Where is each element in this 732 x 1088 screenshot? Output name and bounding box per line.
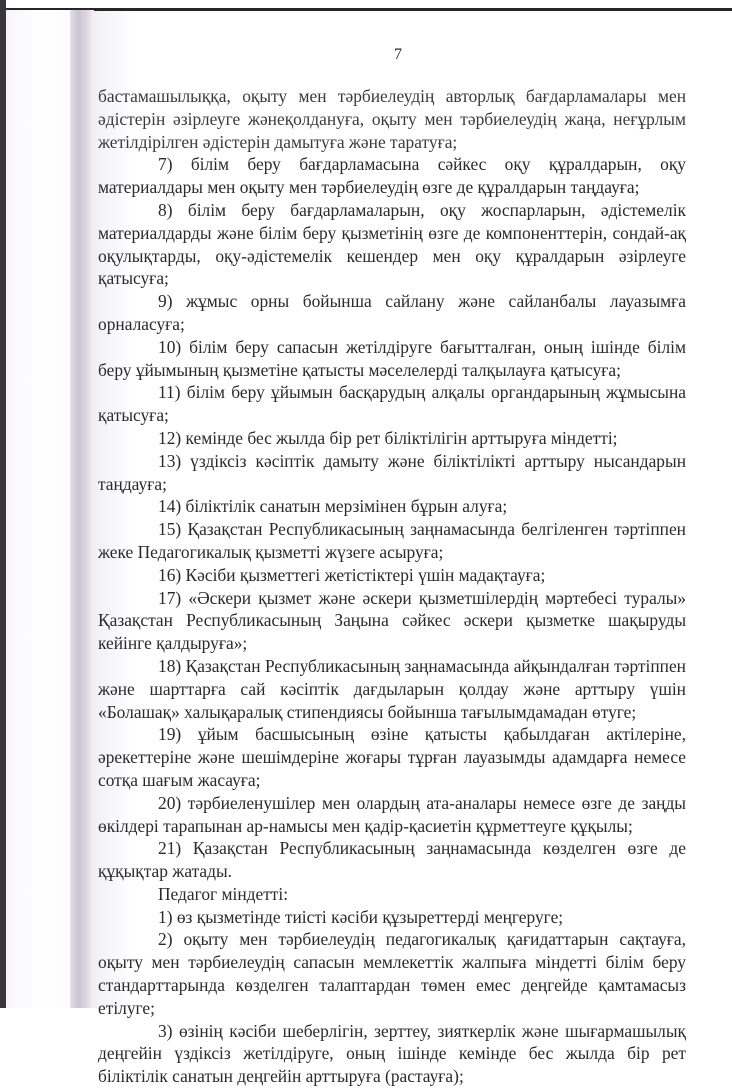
list-item-17: 17) «Әскери қызмет және әскери қызметшілердің мәртебесі туралы» Қазақстан Республикасының Заңына сәйкес әскери қызметке шақыруды кейінге қалдыруға»; xyxy=(98,587,686,654)
page-number: 7 xyxy=(394,46,402,63)
binding-shadow xyxy=(70,10,94,1008)
section-heading-duties: Педагог міндетті: xyxy=(158,883,289,904)
document-body xyxy=(98,85,686,1088)
paragraph-continuation: бастамашылыққа, оқыту мен тәрбиелеудің авторлық бағдарламалары мен әдістерін әзірлеуге жәнеқолдануға, оқыту мен тәрбиелеудің жаңа, неғұрлым жетілдірілген әдістерін дамытуға және таратуға; xyxy=(98,86,686,152)
duty-item-1: 1) өз қызметінде тиісті кәсіби құзыреттерді меңгеруге; xyxy=(158,906,564,927)
list-item-15: 15) Қазақстан Республикасының заңнамасында белгіленген тәртіппен жеке Педагогикалық қызметті жүзеге асыруға; xyxy=(98,519,686,562)
list-item-21: 21) Қазақстан Республикасының заңнамасында көзделген өзге де құқықтар жатады. xyxy=(98,838,686,882)
list-item-12: 12) кемінде бес жылда бір рет біліктілігін арттыруға міндетті; xyxy=(158,427,618,448)
list-item-18: 18) Қазақстан Республикасының заңнамасында айқындалған тәртіппен және шарттарға сай кәсіптік дағдыларын қолдау және арттыру үшін «Болашақ» халықаралық стипендиясы бойынша тағылымдамадан өтуге; xyxy=(98,655,686,722)
list-item-20: 20) тәрбиеленушілер мен олардың ата-аналары немесе өзге де заңды өкілдері тарапынан ар-намысы мен қадір-қасиетін құрметтеуге құқылы; xyxy=(98,792,686,836)
scan-top-edge xyxy=(6,0,732,11)
duty-item-2: 2) оқыту мен тәрбиелеудің педагогикалық қағидаттарын сақтауға, оқыту мен тәрбиелеудің сапасын мемлекеттік жалпыға міндетті білім беру стандарттарында көзделген талаптардан төмен емес деңгейде қамтамасыз етілуге; xyxy=(98,929,686,1018)
list-item-10: 10) білім беру сапасын жетілдіруге бағытталған, оның ішінде білім беру ұйымының қызметіне қатысты мәселелерді талқылауға қатысуға; xyxy=(98,336,686,380)
list-item-13: 13) үздіксіз кәсіптік дамыту және біліктілікті арттыру нысандарын таңдауға; xyxy=(98,450,686,494)
list-item-16: 16) Кәсіби қызметтегі жетістіктері үшін мадақтауға; xyxy=(158,564,546,585)
list-item-9: 9) жұмыс орны бойынша сайлану және сайланбалы лауазымға орналасуға; xyxy=(98,291,686,334)
duty-item-3: 3) өзінің кәсіби шеберлігін, зерттеу, зияткерлік және шығармашылық деңгейін үздіксіз жетілдіруге, оның ішінде кемінде бес жылда бір рет біліктілік санатын деңгейін арттыруға (растауға); xyxy=(98,1020,686,1087)
list-item-14: 14) біліктілік санатын мерзімінен бұрын алуға; xyxy=(158,496,508,517)
list-item-19: 19) ұйым басшысының өзіне қатысты қабылдаған актілеріне, әрекеттеріне және шешімдеріне жоғары тұрған лауазымды адамдарға немесе сотқа шағым жасауға; xyxy=(98,724,686,790)
list-item-8: 8) білім беру бағдарламаларын, оқу жоспарларын, әдістемелік материалдарды және білім беру қызметінің өзге де компоненттерін, сондай-ақ оқулықтарды, оқу-әдістемелік кешендер мен оқу құралдарын әзірлеуге қатысуға; xyxy=(98,199,686,289)
list-item-11: 11) білім беру ұйымын басқарудың алқалы органдарының жұмысына қатысуға; xyxy=(98,382,686,426)
list-item-7: 7) білім беру бағдарламасына сәйкес оқу құралдарын, оқу материалдары мен оқыту мен тәрбиелеудің өзге де құралдарын таңдауға; xyxy=(98,154,686,198)
